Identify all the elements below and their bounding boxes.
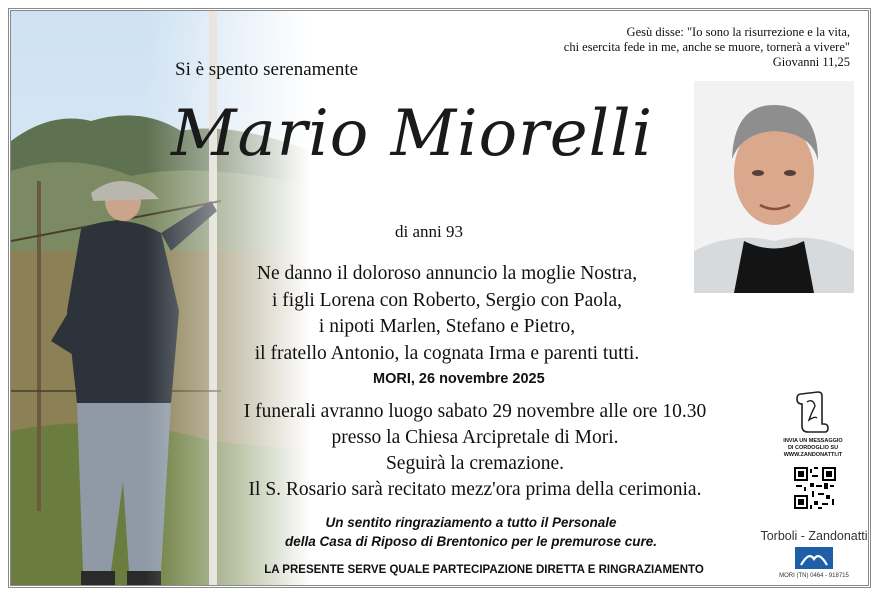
funeral-line: Seguirà la cremazione. bbox=[385, 453, 565, 474]
agency-logo-icon bbox=[795, 547, 833, 569]
announcement bbox=[197, 261, 697, 367]
condolence-link[interactable] bbox=[773, 438, 853, 459]
funeral-line: presso la Chiesa Arcipretale di Mori. bbox=[331, 427, 619, 448]
gospel-reference: Giovanni 11,25 bbox=[772, 55, 850, 69]
participation-notice: LA PRESENTE SERVE QUALE PARTECIPAZIONE DIRETTA E RINGRAZIAMENTO bbox=[264, 564, 704, 576]
funeral-line: Il S. Rosario sarà recitato mezz'ora prima della cerimonia. bbox=[248, 479, 702, 500]
funeral-agency-name: Torboli - Zandonatti bbox=[760, 529, 868, 543]
deceased-name: Mario Miorelli bbox=[171, 97, 654, 171]
gospel-quote bbox=[510, 25, 850, 70]
thanks-line: Un sentito ringraziamento a tutto il Personale bbox=[325, 515, 617, 530]
announcement-line: i figli Lorena con Roberto, Sergio con Paola, bbox=[271, 289, 623, 311]
announcement-line: Ne danno il doloroso annuncio la moglie Nostra, bbox=[256, 263, 638, 284]
thanks-line: della Casa di Riposo di Brentonico per le premurose cure. bbox=[284, 534, 658, 549]
funeral-line: I funerali avranno luogo sabato 29 novembre alle ore 10.30 bbox=[243, 401, 707, 422]
condolence-url[interactable]: WWW.ZANDONATTI.IT bbox=[783, 452, 843, 458]
agency-contact: MORI (TN) 0464 - 918715 bbox=[779, 573, 849, 579]
deceased-portrait bbox=[694, 81, 854, 293]
announcement-line: i nipoti Marlen, Stefano e Pietro, bbox=[318, 316, 576, 337]
scroll-icon[interactable] bbox=[793, 388, 831, 436]
condolence-line: DI CORDOGLIO SU bbox=[787, 445, 839, 451]
gospel-line-2: chi esercita fede in me, anche se muore, tornerà a vivere" bbox=[563, 40, 850, 54]
obituary-card bbox=[8, 8, 871, 588]
announcement-line: il fratello Antonio, la cognata Irma e parenti tutti. bbox=[254, 342, 640, 364]
intro-text: Si è spento serenamente bbox=[175, 59, 359, 80]
funeral-details bbox=[195, 399, 755, 503]
condolence-line: INVIA UN MESSAGGIO bbox=[783, 438, 843, 444]
thanks-message bbox=[261, 513, 681, 551]
place-date: MORI, 26 novembre 2025 bbox=[373, 371, 545, 387]
gospel-line-1: Gesù disse: "Io sono la risurrezione e la vita, bbox=[626, 25, 850, 39]
deceased-age: di anni 93 bbox=[395, 222, 463, 241]
qr-code[interactable] bbox=[794, 467, 836, 509]
